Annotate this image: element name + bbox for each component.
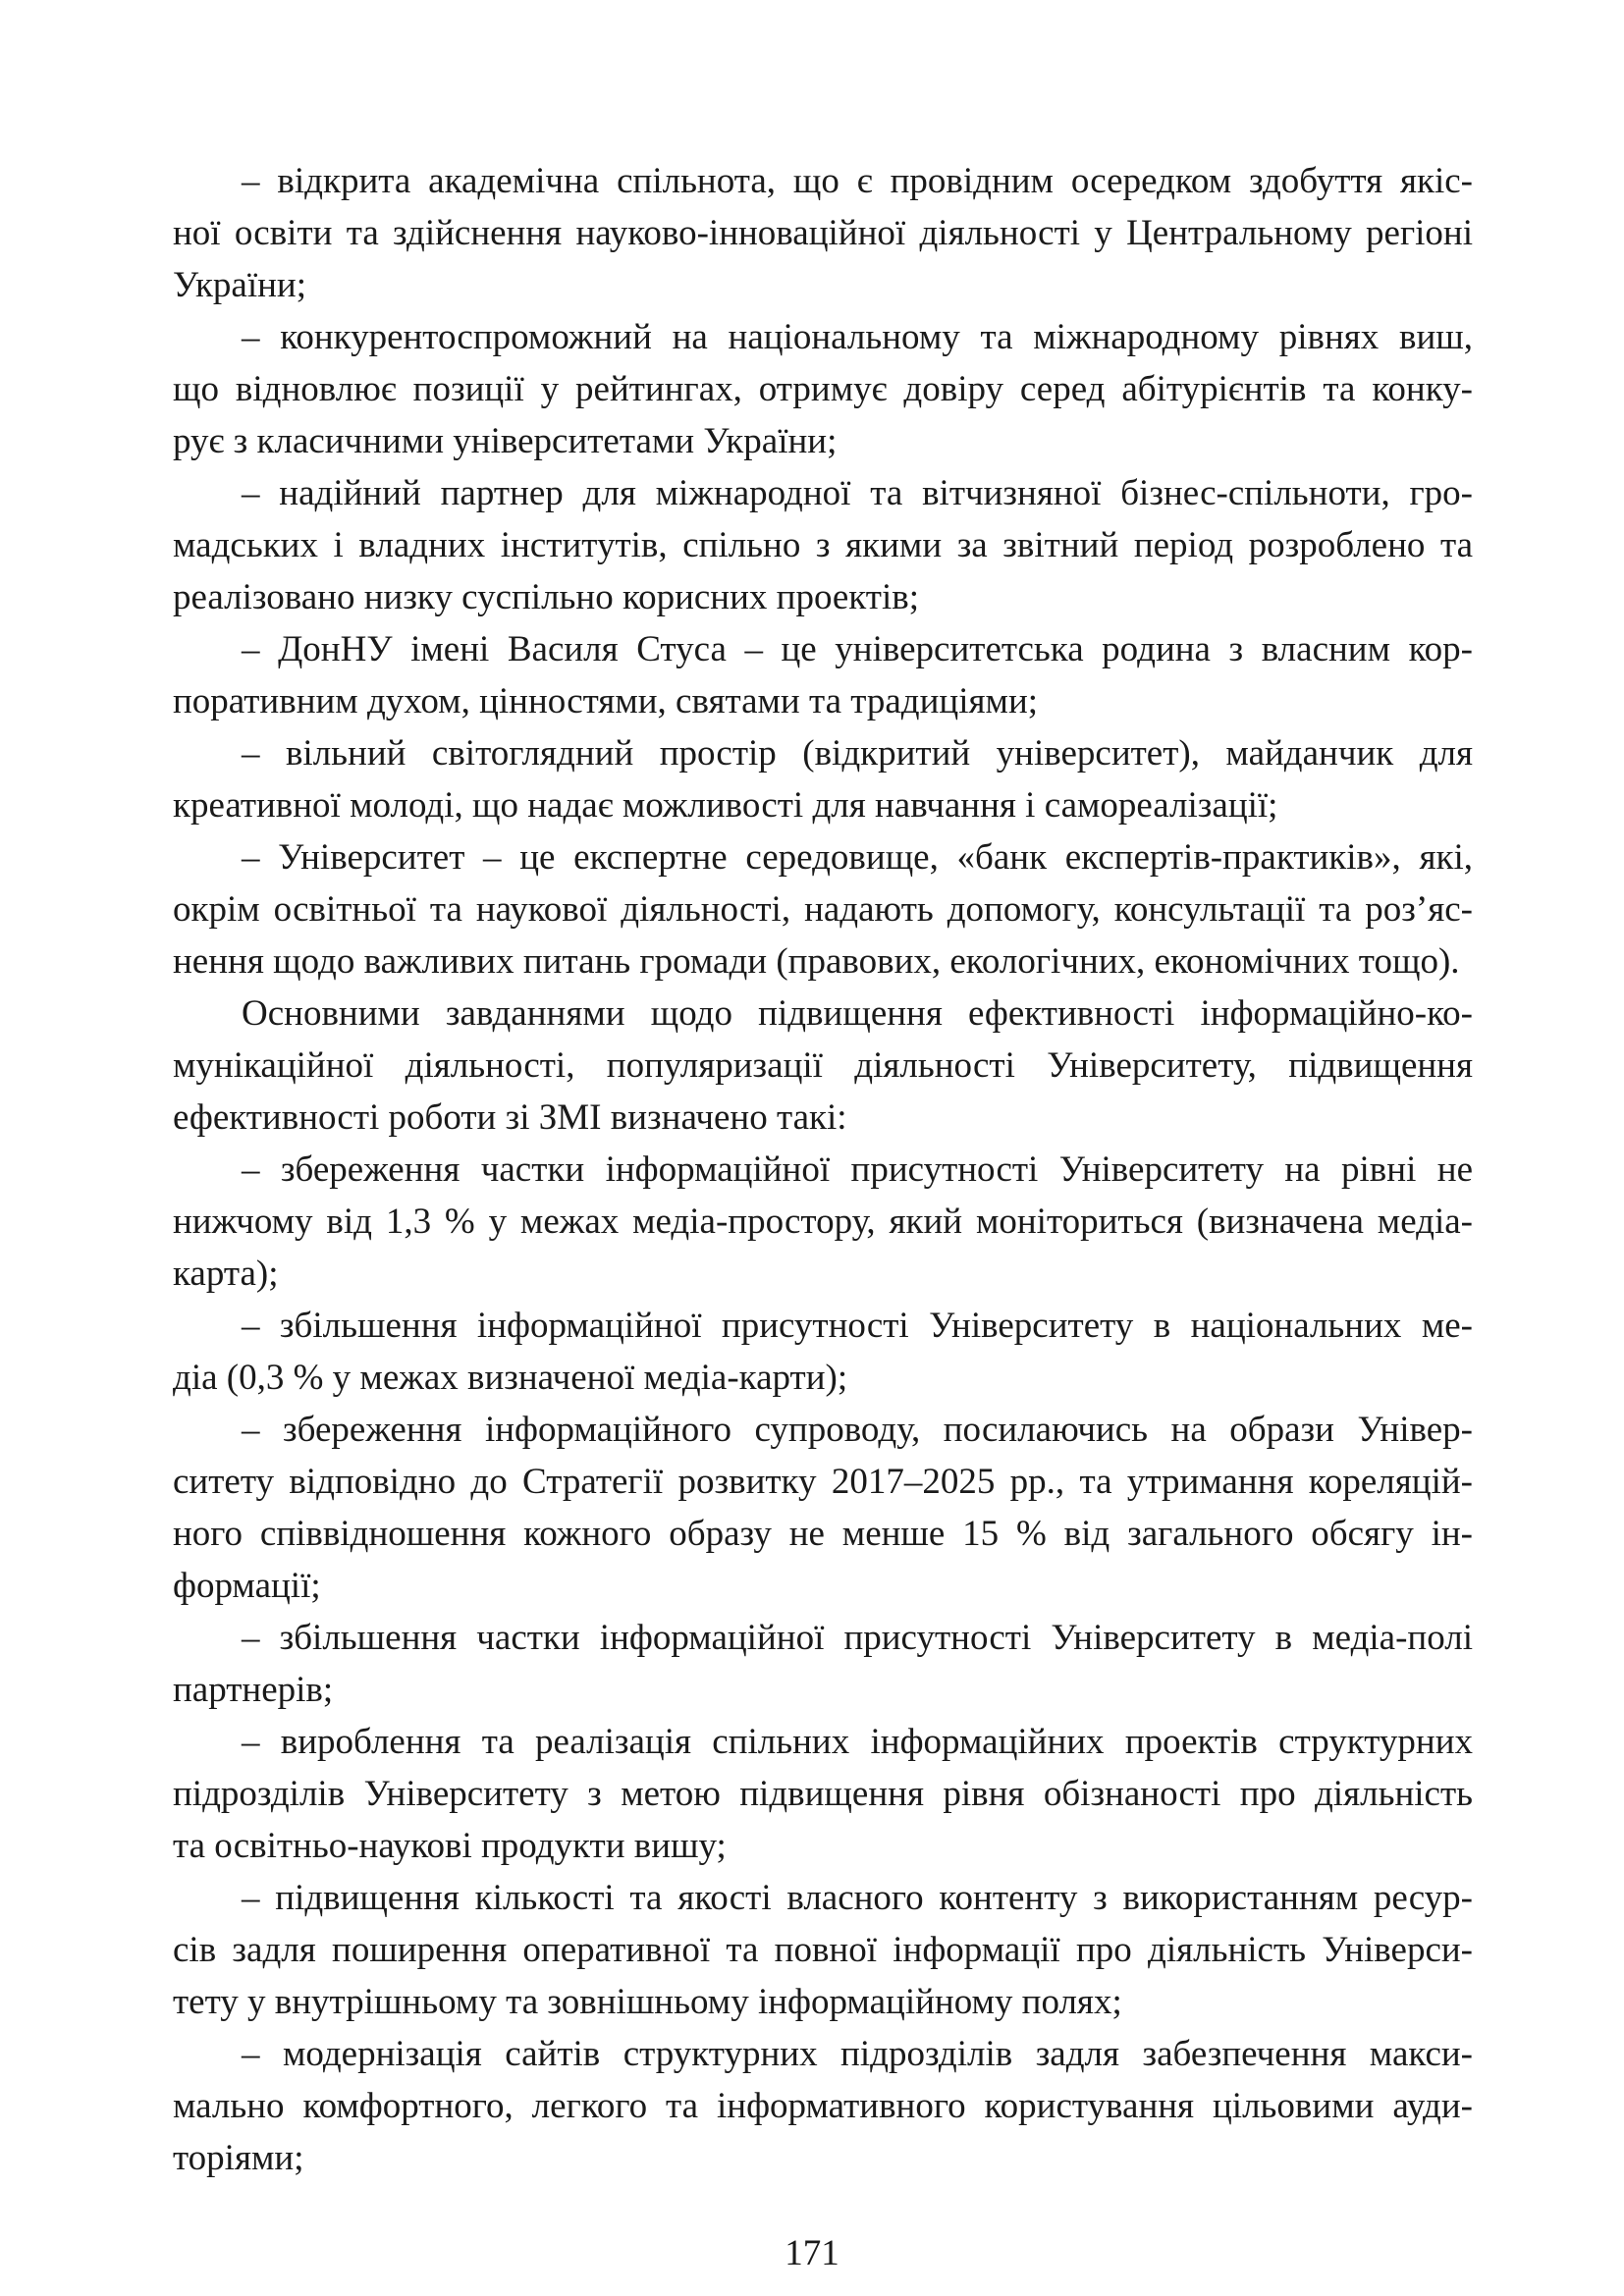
text-line: поративним духом, цінностями, святами та традиціями; [173,681,1039,721]
bullet-paragraph [173,1872,1473,2028]
text-line: – модернізація сайтів структурних підрозділів задля забезпечення макси- [242,2034,1473,2074]
intro-paragraph [173,988,1473,1144]
text-line: – збільшення частки інформаційної присутності Університету в медіа-полі [242,1618,1473,1658]
text-line: ної освіти та здійснення науково-інноваційної діяльності у Центральному регіоні [173,213,1473,253]
text-line: – ДонНУ імені Василя Стуса – це університетська родина з власним кор- [242,629,1473,669]
page-number: 171 [785,2233,839,2273]
text-line: – підвищення кількості та якості власного контенту з використанням ресур- [242,1878,1473,1918]
text-line: діа (0,3 % у межах визначеної медіа-карти); [173,1358,848,1398]
text-line: тету у внутрішньому та зовнішньому інформаційному полях; [173,1982,1122,2022]
text-line: рує з класичними університетами України; [173,421,838,461]
text-line: сів задля поширення оперативної та повної інформації про діяльність Універси- [173,1930,1473,1970]
text-line: реалізовано низку суспільно корисних проектів; [173,577,919,617]
text-line: мадських і владних інститутів, спільно з якими за звітний період розроблено та [173,525,1473,565]
text-line: – відкрита академічна спільнота, що є провідним осередком здобуття якіс- [242,161,1473,201]
bullet-paragraph [173,1716,1473,1872]
text-line: Основними завданнями щодо підвищення ефективності інформаційно-ко- [242,993,1473,1034]
text-line: – конкурентоспроможний на національному та міжнародному рівнях виш, [242,317,1473,357]
text-line: партнерів; [173,1670,334,1710]
text-line: мально комфортного, легкого та інформативного користування цільовими ауди- [173,2086,1473,2126]
text-line: ситету відповідно до Стратегії розвитку 2017–2025 рр., та утримання кореляцій- [173,1462,1473,1502]
body-text [173,155,1473,2184]
bullet-paragraph [173,311,1473,467]
text-line: що відновлює позиції у рейтингах, отримує довіру серед абітурієнтів та конку- [173,369,1473,409]
bullet-paragraph [173,1300,1473,1404]
text-line: торіями; [173,2138,304,2178]
bullet-paragraph [173,2028,1473,2184]
bullet-paragraph [173,831,1473,988]
text-line: мунікаційної діяльності, популяризації діяльності Університету, підвищення [173,1045,1473,1086]
bullet-paragraph [173,727,1473,831]
bullet-paragraph [173,155,1473,311]
bullet-paragraph [173,1612,1473,1716]
text-line: – Університет – це експертне середовище, «банк експертів-практиків», які, [242,837,1473,878]
text-line: – збільшення інформаційної присутності Університету в національних ме- [242,1306,1473,1346]
text-line: ного співвідношення кожного образу не менше 15 % від загального обсягу ін- [173,1514,1473,1554]
bullet-paragraph [173,467,1473,623]
bullet-paragraph [173,623,1473,727]
bullet-paragraph [173,1144,1473,1300]
text-line: – вироблення та реалізація спільних інформаційних проектів структурних [242,1722,1473,1762]
text-line: – вільний світоглядний простір (відкритий університет), майданчик для [242,733,1473,774]
text-line: ефективності роботи зі ЗМІ визначено такі: [173,1097,847,1138]
text-line: – надійний партнер для міжнародної та вітчизняної бізнес-спільноти, гро- [242,473,1473,513]
text-line: креативної молоді, що надає можливості для навчання і самореалізації; [173,785,1278,826]
bullet-paragraph [173,1404,1473,1612]
text-line: підрозділів Університету з метою підвищення рівня обізнаності про діяльність [173,1774,1473,1814]
text-line: формації; [173,1566,321,1606]
text-line: та освітньо-наукові продукти вишу; [173,1826,727,1866]
text-line: – збереження інформаційного супроводу, посилаючись на образи Універ- [242,1410,1473,1450]
text-line: карта); [173,1254,279,1294]
text-line: нижчому від 1,3 % у межах медіа-простору, який моніториться (визначена медіа- [173,1201,1473,1242]
text-line: окрім освітньої та наукової діяльності, надають допомогу, консультації та роз’яс- [173,889,1473,930]
text-line: – збереження частки інформаційної присутності Університету на рівні не [242,1149,1473,1190]
text-line: України; [173,265,307,305]
text-line: нення щодо важливих питань громади (правових, екологічних, економічних тощо). [173,941,1460,982]
